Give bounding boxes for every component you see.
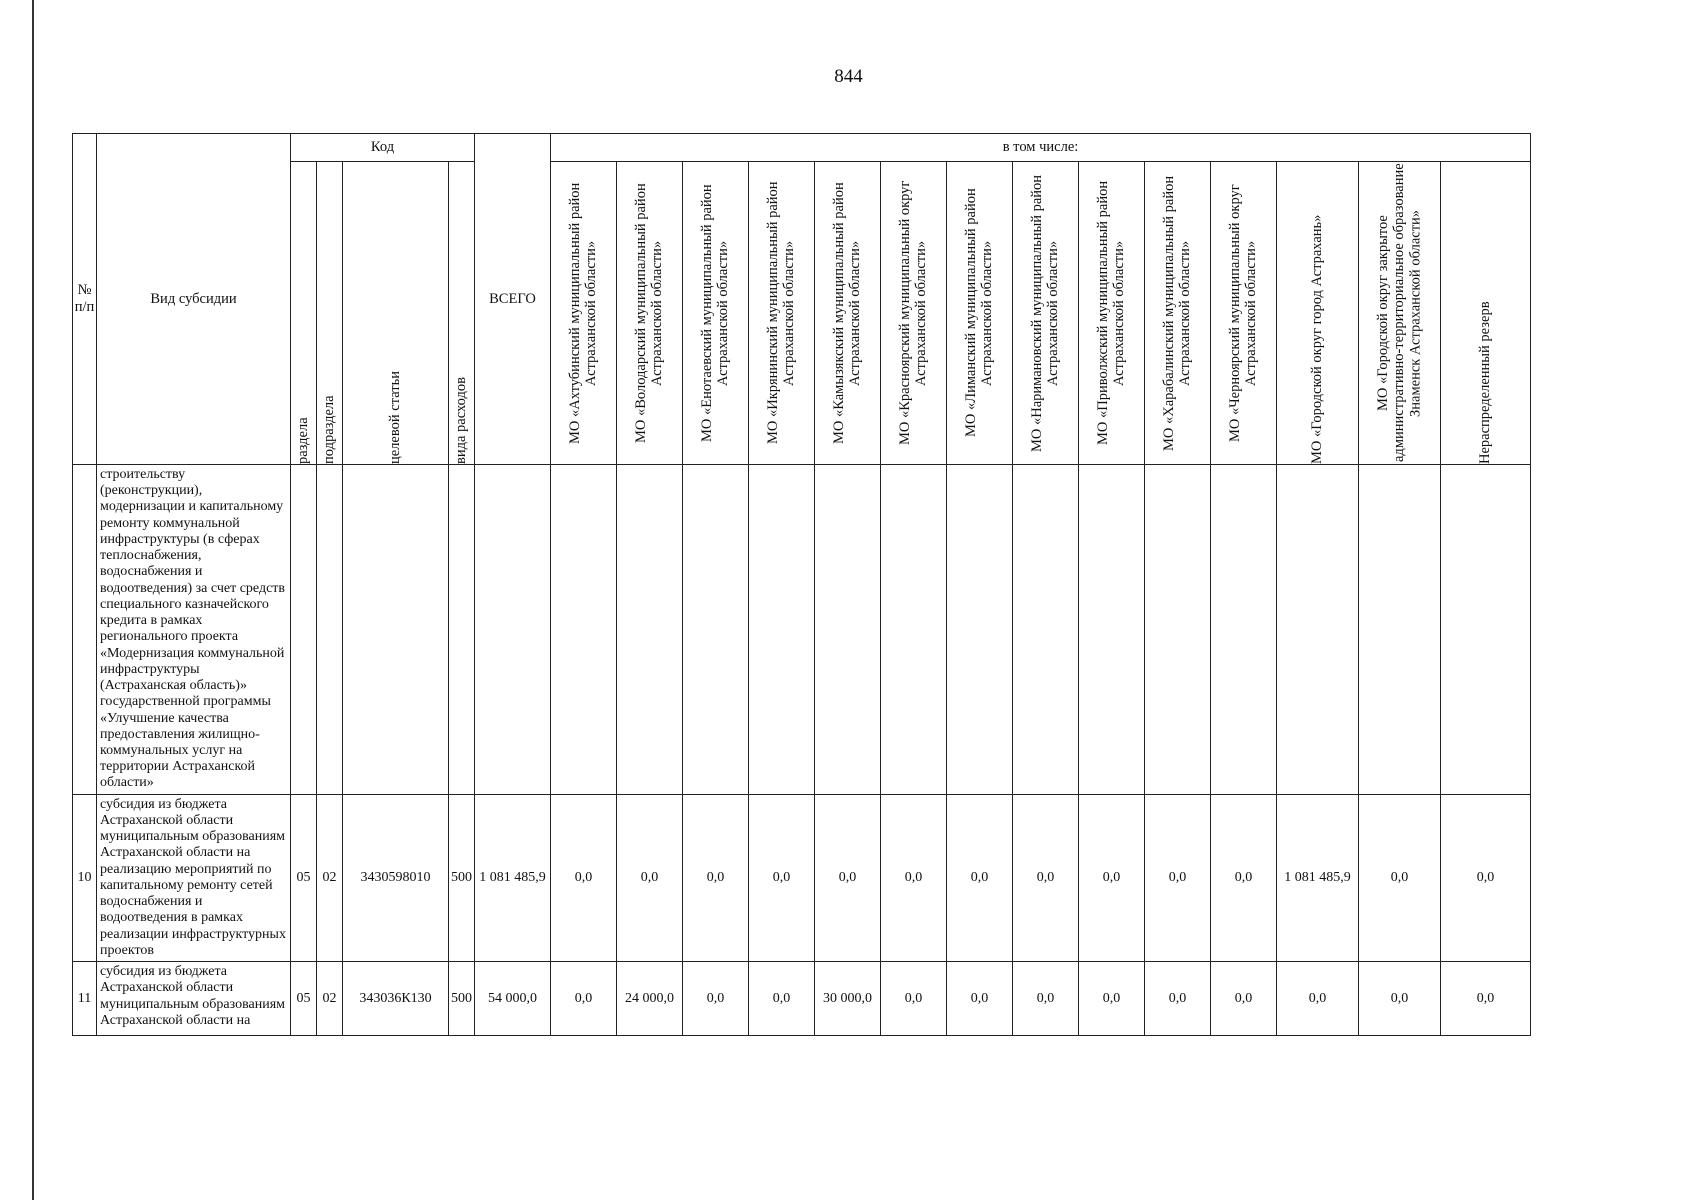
row-value	[683, 465, 749, 795]
header-mo-ikryaninsky: МО «Икрянинский муниципальный район Астраханской области»	[749, 162, 815, 465]
row-value: 0,0	[815, 794, 881, 961]
row-value: 0,0	[1441, 962, 1531, 1036]
row-value: 0,0	[749, 794, 815, 961]
row-value	[1145, 465, 1211, 795]
row-total	[475, 465, 551, 795]
row-value: 0,0	[881, 962, 947, 1036]
row-subsection	[317, 465, 343, 795]
row-no: 11	[73, 962, 97, 1036]
row-target: 343036К130	[343, 962, 449, 1036]
table-row	[73, 465, 1531, 795]
row-value: 0,0	[1013, 794, 1079, 961]
row-value: 0,0	[617, 794, 683, 961]
header-mo-privolzhsky: МО «Приволжский муниципальный район Астраханской области»	[1079, 162, 1145, 465]
row-value	[1359, 465, 1441, 795]
row-description: субсидия из бюджета Астраханской области муниципальным образованиям Астраханской области на	[97, 962, 291, 1036]
header-row-2	[73, 162, 1531, 465]
row-description: строительству (реконструкции), модернизации и капитальному ремонту коммунальной инфраструктуры (в сферах теплоснабжения, водоснабжения и водоотведения) за счет средств специального казначейского кредита в рамках регионального проекта «Модернизация коммунальной инфраструктуры (Астраханская область)» государственной программы «Улучшение качества предоставления жилищно-коммунальных услуг на территории Астраханской области»	[97, 465, 291, 795]
header-mo-znamensk: МО «Городской округ закрытое административно-территориальное образование Знаменск Астраханской области»	[1359, 162, 1441, 465]
row-value: 0,0	[947, 794, 1013, 961]
header-mo-akhtubinsky: МО «Ахтубинский муниципальный район Астраханской области»	[551, 162, 617, 465]
row-value	[749, 465, 815, 795]
header-expense-type: вида расходов	[449, 162, 475, 465]
table-row	[73, 962, 1531, 1036]
header-unallocated-reserve: Нераспределенный резерв	[1441, 162, 1531, 465]
row-value: 0,0	[683, 962, 749, 1036]
header-row-1	[73, 134, 1531, 162]
row-section	[291, 465, 317, 795]
header-mo-kharabalinsky: МО «Харабалинский муниципальный район Астраханской области»	[1145, 162, 1211, 465]
row-no: 10	[73, 794, 97, 961]
row-value	[1277, 465, 1359, 795]
row-value: 30 000,0	[815, 962, 881, 1036]
header-subsection: подраздела	[317, 162, 343, 465]
header-mo-limansky: МО «Лиманский муниципальный район Астраханской области»	[947, 162, 1013, 465]
header-code: Код	[291, 134, 475, 162]
row-value	[1441, 465, 1531, 795]
header-section: раздела	[291, 162, 317, 465]
row-value: 0,0	[1277, 962, 1359, 1036]
row-value: 0,0	[1441, 794, 1531, 961]
row-value: 0,0	[947, 962, 1013, 1036]
row-value: 0,0	[683, 794, 749, 961]
header-mo-kamyzyaksky: МО «Камызякский муниципальный район Астраханской области»	[815, 162, 881, 465]
row-value: 0,0	[881, 794, 947, 961]
row-value	[1211, 465, 1277, 795]
row-value	[947, 465, 1013, 795]
table-row	[73, 794, 1531, 961]
subsidy-table	[72, 133, 1531, 1036]
row-target: 3430598010	[343, 794, 449, 961]
row-subsection: 02	[317, 962, 343, 1036]
row-value: 0,0	[1211, 962, 1277, 1036]
row-section: 05	[291, 794, 317, 961]
row-expense: 500	[449, 962, 475, 1036]
row-value	[1079, 465, 1145, 795]
row-value: 0,0	[1079, 794, 1145, 961]
row-description: субсидия из бюджета Астраханской области муниципальным образованиям Астраханской области на реализацию мероприятий по капитальному ремонту сетей водоснабжения и водоотведения в рамках реализации инфраструктурных проектов	[97, 794, 291, 961]
row-value: 0,0	[1079, 962, 1145, 1036]
row-value: 0,0	[749, 962, 815, 1036]
row-section: 05	[291, 962, 317, 1036]
header-mo-chernoyarsky: МО «Черноярский муниципальный округ Астраханской области»	[1211, 162, 1277, 465]
header-mo-enotaevsky: МО «Енотаевский муниципальный район Астраханской области»	[683, 162, 749, 465]
row-expense: 500	[449, 794, 475, 961]
row-value: 1 081 485,9	[1277, 794, 1359, 961]
row-value: 0,0	[1145, 962, 1211, 1036]
row-value: 0,0	[1145, 794, 1211, 961]
row-value	[1013, 465, 1079, 795]
header-no: № п/п	[73, 134, 97, 465]
header-subsidy-type: Вид субсидии	[97, 134, 291, 465]
header-mo-krasnoyarsky: МО «Красноярский муниципальный округ Астраханской области»	[881, 162, 947, 465]
header-target-article: целевой статьи	[343, 162, 449, 465]
row-target	[343, 465, 449, 795]
page-number: 844	[834, 66, 863, 87]
row-expense	[449, 465, 475, 795]
row-total: 54 000,0	[475, 962, 551, 1036]
page-margin-line	[32, 0, 34, 1200]
row-value: 0,0	[551, 794, 617, 961]
row-subsection: 02	[317, 794, 343, 961]
header-including: в том числе:	[551, 134, 1531, 162]
header-mo-narimanovsky: МО «Наримановский муниципальный район Астраханской области»	[1013, 162, 1079, 465]
row-value	[617, 465, 683, 795]
header-mo-astrakhan: МО «Городской округ город Астрахань»	[1277, 162, 1359, 465]
row-value	[815, 465, 881, 795]
row-value: 0,0	[1211, 794, 1277, 961]
row-value: 0,0	[1013, 962, 1079, 1036]
row-value: 0,0	[1359, 962, 1441, 1036]
header-mo-volodarsky: МО «Володарский муниципальный район Астраханской области»	[617, 162, 683, 465]
row-no	[73, 465, 97, 795]
row-value: 0,0	[1359, 794, 1441, 961]
row-value: 0,0	[551, 962, 617, 1036]
header-total: ВСЕГО	[475, 134, 551, 465]
row-total: 1 081 485,9	[475, 794, 551, 961]
row-value	[551, 465, 617, 795]
row-value	[881, 465, 947, 795]
row-value: 24 000,0	[617, 962, 683, 1036]
